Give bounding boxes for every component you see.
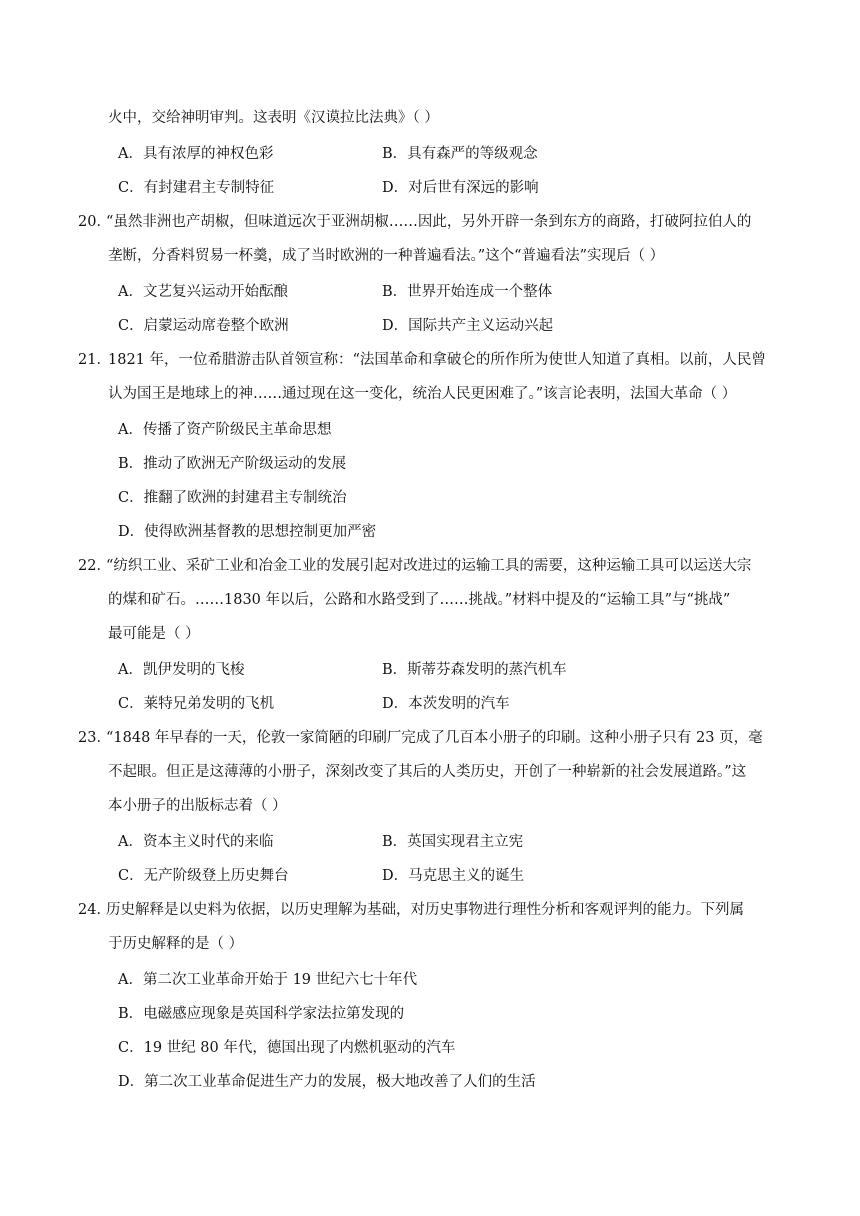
q22-line-3: 最可能是（ ） [108, 626, 200, 642]
q20-option-b: B．世界开始连成一个整体 [382, 284, 553, 300]
q23-line-2: 不起眼。但正是这薄薄的小册子，深刻改变了其后的人类历史，开创了一种崭新的社会发展道路。”这 [108, 764, 747, 780]
q21-line-2: 认为国王是地球上的神……通过现在这一变化，统治人民更困难了。”该言论表明，法国大革命（ ） [108, 386, 737, 402]
q22-line-1: “纺织工业、采矿工业和冶金工业的发展引起对改进过的运输工具的需要，这种运输工具可以运送大宗 [106, 558, 752, 574]
q19-option-b: B．具有森严的等级观念 [382, 146, 538, 162]
q21-option-d: D．使得欧洲基督教的思想控制更加严密 [118, 524, 377, 540]
q23-number: 23． [78, 730, 111, 746]
q22-option-c: C．莱特兄弟发明的飞机 [118, 696, 275, 712]
q23-line-3: 本小册子的出版标志着（ ） [108, 798, 287, 814]
q24-line-1: 历史解释是以史料为依据，以历史理解为基础，对历史事物进行理性分析和客观评判的能力。下列属 [106, 902, 744, 918]
q24-line-2: 于历史解释的是（ ） [108, 936, 244, 952]
q24-option-d: D．第二次工业革命促进生产力的发展，极大地改善了人们的生活 [118, 1074, 536, 1090]
q20-option-d: D．国际共产主义运动兴起 [382, 318, 554, 334]
q20-line-2: 垄断，分香料贸易一杯羹，成了当时欧洲的一种普遍看法。”这个“普遍看法”实现后（ ） [108, 248, 665, 264]
q23-line-1: “1848 年早春的一天，伦敦一家简陋的印刷厂完成了几百本小册子的印刷。这种小册子只有 23 页，毫 [106, 730, 763, 746]
q24-number: 24． [78, 902, 111, 918]
q19-option-c: C．有封建君主专制特征 [118, 180, 275, 196]
q20-option-c: C．启蒙运动席卷整个欧洲 [118, 318, 289, 334]
q19-continuation: 火中，交给神明审判。这表明《汉谟拉比法典》（ ） [108, 110, 439, 126]
q21-option-a: A．传播了资产阶级民主革命思想 [118, 422, 332, 438]
q22-number: 22． [78, 558, 111, 574]
q23-option-b: B．英国实现君主立宪 [382, 834, 524, 850]
q23-option-c: C．无产阶级登上历史舞台 [118, 868, 289, 884]
q19-option-d: D．对后世有深远的影响 [382, 180, 539, 196]
q21-option-b: B．推动了欧洲无产阶级运动的发展 [118, 456, 347, 472]
q24-option-a: A．第二次工业革命开始于 19 世纪六七十年代 [118, 972, 418, 988]
q20-line-1: “虽然非洲也产胡椒，但味道远次于亚洲胡椒……因此，另外开辟一条到东方的商路，打破阿拉伯人的 [106, 214, 752, 230]
q24-option-b: B．电磁感应现象是英国科学家法拉第发现的 [118, 1006, 405, 1022]
q22-option-a: A．凯伊发明的飞梭 [118, 662, 245, 678]
q21-number: 21． [78, 352, 111, 368]
q21-option-c: C．推翻了欧洲的封建君主专制统治 [118, 490, 347, 506]
q22-option-b: B．斯蒂芬森发明的蒸汽机车 [382, 662, 567, 678]
q23-option-a: A．资本主义时代的来临 [118, 834, 274, 850]
q20-number: 20． [78, 214, 111, 230]
q22-line-2: 的煤和矿石。……1830 年以后，公路和水路受到了……挑战。”材料中提及的“运输工具”与“挑战” [108, 592, 731, 608]
q20-option-a: A．文艺复兴运动开始酝酿 [118, 284, 288, 300]
q21-line-1: 1821 年，一位希腊游击队首领宣称：“法国革命和拿破仑的所作所为使世人知道了真相。以前，人民曾 [108, 352, 766, 368]
q22-option-d: D．本茨发明的汽车 [382, 696, 510, 712]
q23-option-d: D．马克思主义的诞生 [382, 868, 525, 884]
q24-option-c: C．19 世纪 80 年代，德国出现了内燃机驱动的汽车 [118, 1040, 456, 1056]
q19-option-a: A．具有浓厚的神权色彩 [118, 146, 274, 162]
